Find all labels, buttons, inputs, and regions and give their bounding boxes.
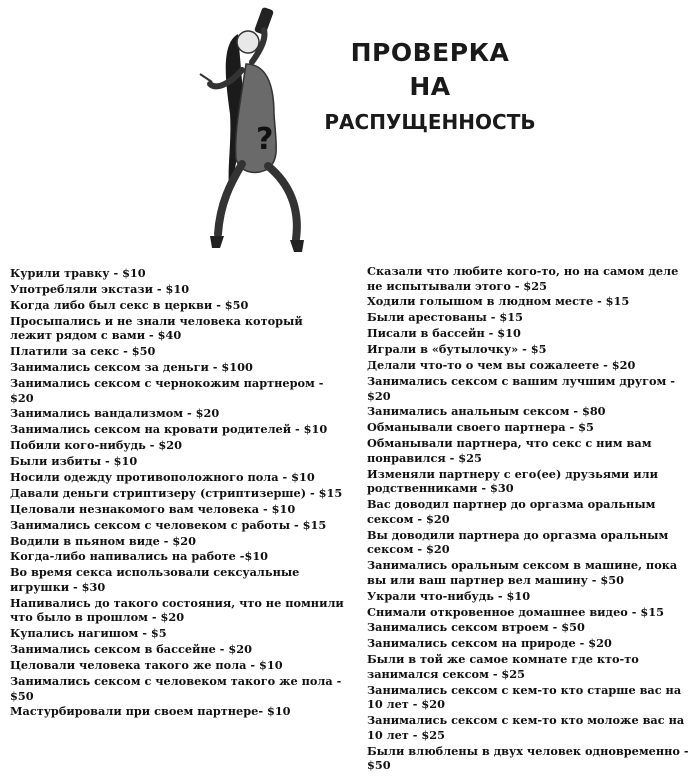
list-item: Давали деньги стриптизеру (стриптизерше) - $15	[10, 485, 343, 500]
list-item: Были арестованы - $15	[367, 310, 523, 325]
list-item: Обманывали партнера, что секс с ним вам понравился - $25	[367, 436, 656, 465]
list-item: Были влюблены в двух человек одновременно - $50	[367, 743, 693, 773]
list-item: Занимались сексом за деньги - $100	[10, 360, 253, 375]
list-item: Занимались сексом на природе - $20	[367, 636, 612, 651]
list-item: Занимались сексом с чернокожим партнером - $20	[10, 375, 328, 405]
list-item: Занимались вандализмом - $20	[10, 406, 220, 421]
right-items-list	[367, 264, 692, 774]
list-item: Во время секса использовали сексуальные игрушки - $30	[10, 565, 304, 594]
list-item: Просыпались и не знали человека который лежит рядом с вами - $40	[10, 313, 307, 343]
list-item: Напивались до такого состояния, что не помнили что было в прошлом - $20	[10, 595, 348, 625]
list-item: Обманывали своего партнера - $5	[367, 420, 594, 435]
list-item: Занимались оральным сексом в машине, пока вы или ваш партнер вел машину - $50	[367, 558, 682, 587]
list-item: Платили за секс - $50	[10, 344, 156, 359]
list-item: Изменяли партнеру с его(ее) друзьями или родственниками - $30	[367, 466, 662, 496]
list-item: Занимались сексом втроем - $50	[367, 620, 585, 635]
list-item: Мастурбировали при своем партнере- $10	[10, 704, 291, 719]
left-items-list	[10, 266, 348, 720]
list-item: Занимались сексом с человеком с работы - $15	[10, 517, 327, 532]
list-item: Занимались сексом с кем-то кто старше вас на 10 лет - $20	[367, 682, 686, 712]
title-line-3: РАСПУЩЕННОСТЬ	[324, 110, 536, 134]
title-line-1: ПРОВЕРКА	[350, 38, 510, 67]
list-item: Играли в «бутылочку» - $5	[367, 342, 547, 357]
list-item: Сказали что любите кого-то, но на самом деле не испытывали этого - $25	[367, 264, 683, 293]
list-item: Занимались анальным сексом - $80	[367, 404, 606, 419]
woman-drinking-illustration	[190, 4, 310, 259]
list-item: Носили одежду противоположного пола - $10	[10, 469, 315, 484]
woman-figure-drawing	[190, 4, 310, 259]
list-item: Курили травку - $10	[10, 266, 146, 280]
list-item: Вы доводили партнера до оргазма оральным сексом - $20	[367, 527, 673, 557]
list-item: Делали что-то о чем вы сожалеете - $20	[367, 358, 636, 373]
list-item: Употребляли экстази - $10	[10, 281, 190, 296]
list-item: Купались нагишом - $5	[10, 626, 167, 641]
list-item: Были в той же самое комнате где кто-то занимался сексом - $25	[367, 652, 643, 681]
question-mark: ?	[256, 122, 274, 157]
list-item: Ходили голышом в людном месте - $15	[367, 294, 630, 309]
list-item: Занимались сексом в бассейне - $20	[10, 642, 253, 657]
list-item: Занимались сексом на кровати родителей - $10	[10, 422, 328, 437]
list-item: Когда либо был секс в церкви - $50	[10, 297, 249, 312]
list-item: Вас доводил партнер до оргазма оральным сексом - $20	[367, 497, 660, 526]
list-item: Когда-либо напивались на работе -$10	[10, 549, 269, 564]
title-line-2: НА	[409, 72, 451, 101]
list-item: Побили кого-нибудь - $20	[10, 438, 182, 453]
list-item: Целовали человека такого же пола - $10	[10, 658, 283, 673]
list-item: Занимались сексом с человеком такого же пола - $50	[10, 673, 346, 703]
list-item: Занимались сексом с вашим лучшим другом - $20	[367, 373, 679, 403]
list-item: Были избиты - $10	[10, 454, 138, 469]
list-item: Снимали откровенное домашнее видео - $15	[367, 604, 664, 619]
list-item: Водили в пьяном виде - $20	[10, 533, 196, 548]
list-item: Целовали незнакомого вам человека - $10	[10, 501, 296, 516]
list-item: Занимались сексом с кем-то кто моложе вас на 10 лет - $25	[367, 713, 689, 742]
list-item: Писали в бассейн - $10	[367, 326, 521, 341]
list-item: Украли что-нибудь - $10	[367, 588, 531, 603]
